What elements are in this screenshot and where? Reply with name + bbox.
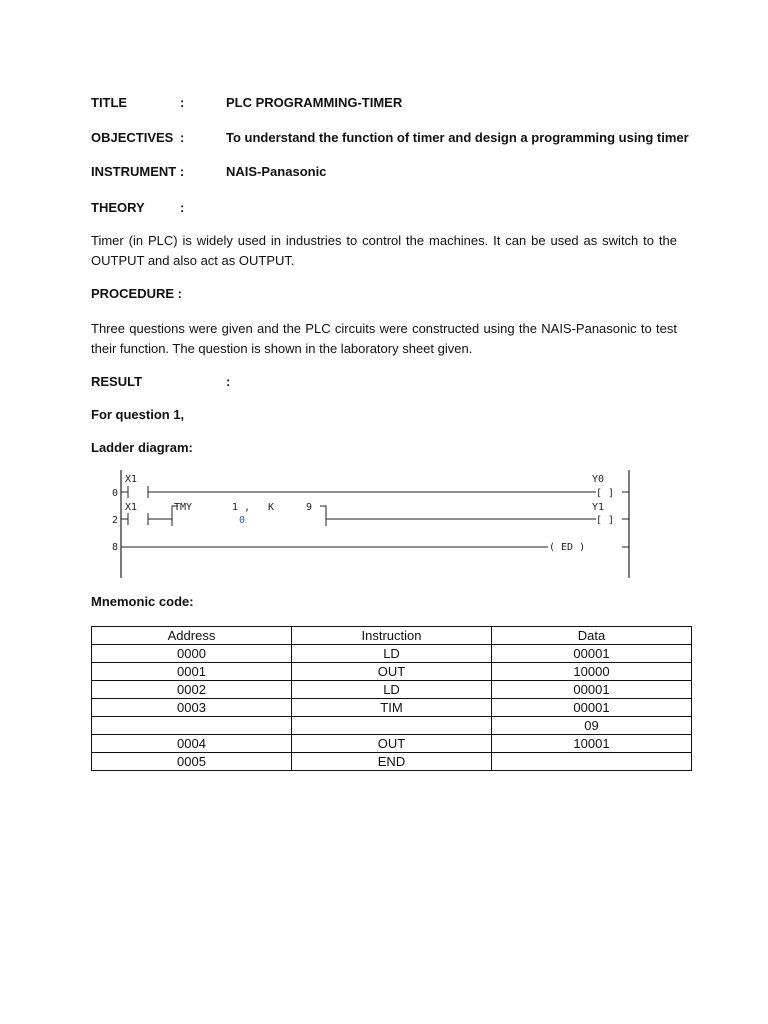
cell-instruction: OUT	[292, 663, 492, 681]
cell-data	[492, 753, 692, 771]
theory-separator: :	[180, 200, 185, 215]
rung1-coil-label: Y1	[592, 502, 605, 513]
cell-instruction: OUT	[292, 735, 492, 753]
rung0-contact-label: X1	[125, 474, 138, 485]
cell-data: 10000	[492, 663, 692, 681]
theory-paragraph: Timer (in PLC) is widely used in industries to control the machines. It can be used as switch to the OUTPUT and also act as OUTPUT.	[91, 233, 677, 268]
cell-data: 00001	[492, 681, 692, 699]
cell-address: 0000	[92, 645, 292, 663]
cell-address: 0001	[92, 663, 292, 681]
ladder-diagram-label: Ladder diagram:	[91, 440, 193, 455]
table-row	[92, 645, 692, 663]
cell-address: 0005	[92, 753, 292, 771]
rung0-address: 0	[112, 488, 119, 499]
procedure-label: PROCEDURE :	[91, 286, 183, 301]
timer-type: TMY	[174, 502, 193, 513]
rung1-contact-label: X1	[125, 502, 138, 513]
mnemonic-label: Mnemonic code:	[91, 594, 194, 609]
cell-data: 00001	[492, 699, 692, 717]
timer-current-value: 0	[239, 515, 246, 526]
cell-data: 09	[492, 717, 692, 735]
rung1-address: 2	[112, 515, 119, 526]
timer-bracket-right	[320, 506, 326, 526]
table-header-row	[92, 627, 692, 645]
result-label: RESULT	[91, 374, 143, 389]
cell-address: 0004	[92, 735, 292, 753]
end-instruction: ( ED )	[549, 542, 586, 553]
header-address: Address	[92, 627, 292, 645]
table-row	[92, 735, 692, 753]
rung0-coil-label: Y0	[592, 474, 605, 485]
instrument-label: INSTRUMENT :	[91, 164, 185, 179]
title-separator: :	[180, 95, 185, 110]
timer-number: 1 ,	[232, 502, 251, 513]
header-instruction: Instruction	[292, 627, 492, 645]
rung2-address: 8	[112, 542, 119, 553]
rung0-coil: [ ]	[596, 488, 615, 499]
title-value: PLC PROGRAMMING-TIMER	[226, 95, 403, 110]
cell-address	[92, 717, 292, 735]
objectives-label: OBJECTIVES	[91, 130, 174, 145]
table-row	[92, 717, 692, 735]
result-separator: :	[226, 374, 231, 389]
objectives-separator: :	[180, 130, 185, 145]
cell-instruction: TIM	[292, 699, 492, 717]
table-row	[92, 699, 692, 717]
theory-label: THEORY	[91, 200, 145, 215]
header-data: Data	[492, 627, 692, 645]
timer-k-label: K	[268, 502, 275, 513]
title-label: TITLE	[91, 95, 128, 110]
table-row	[92, 681, 692, 699]
cell-data: 00001	[492, 645, 692, 663]
timer-k-value: 9	[306, 502, 313, 513]
table-row	[92, 753, 692, 771]
rung1-coil: [ ]	[596, 515, 615, 526]
cell-instruction: LD	[292, 645, 492, 663]
instrument-value: NAIS-Panasonic	[226, 164, 327, 179]
question-label: For question 1,	[91, 407, 185, 422]
cell-instruction: LD	[292, 681, 492, 699]
cell-data: 10001	[492, 735, 692, 753]
objectives-value: To understand the function of timer and design a programming using timer	[226, 130, 689, 145]
cell-address: 0002	[92, 681, 292, 699]
cell-instruction	[292, 717, 492, 735]
procedure-paragraph: Three questions were given and the PLC circuits were constructed using the NAIS-Panasonic to test their function. The question is shown in the laboratory sheet given.	[91, 321, 677, 356]
table-row	[92, 663, 692, 681]
cell-address: 0003	[92, 699, 292, 717]
ladder-diagram	[108, 466, 638, 580]
mnemonic-table	[91, 626, 692, 771]
cell-instruction: END	[292, 753, 492, 771]
